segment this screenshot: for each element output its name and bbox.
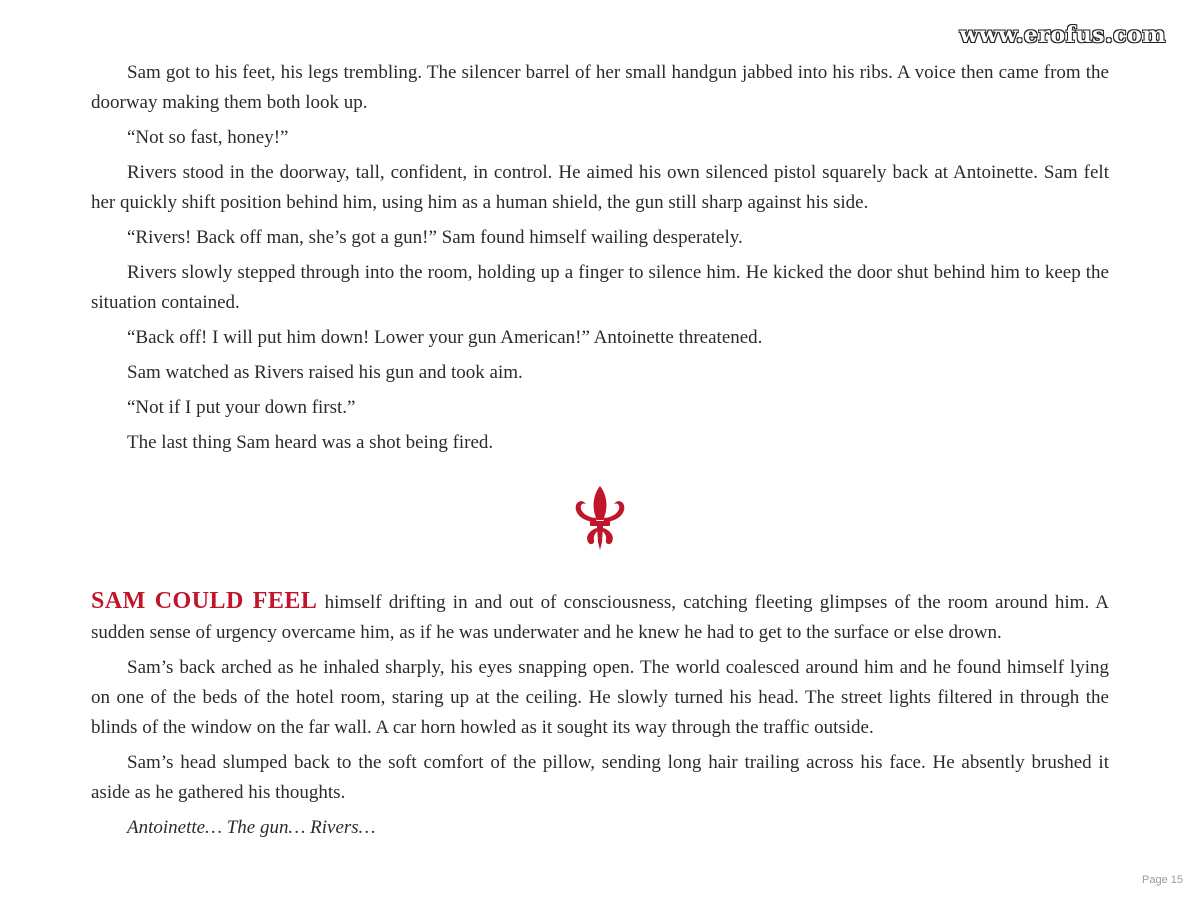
paragraph: The last thing Sam heard was a shot being fired. [127,432,494,453]
paragraph: “Back off! I will put him down! Lower your gun American!” Antoinette threatened. [127,327,763,348]
paragraph: Sam watched as Rivers raised his gun and took aim. [127,362,523,383]
paragraph: “Not so fast, honey!” [127,127,289,148]
paragraph-text: himself drifting in and out of consciousness, catching fleeting glimpses of the room around him. A sudden sense of urgency overcame him, as if he was underwater and he knew he had to get to the surface or else drown. [91,592,1110,643]
paragraph: Sam got to his feet, his legs trembling. The silencer barrel of her small handgun jabbed into his ribs. A voice then came from the doorway making them both look up. [91,62,1109,113]
paragraph-lead [91,586,1109,648]
paragraph: Rivers slowly stepped through into the room, holding up a finger to silence him. He kicked the door shut behind him to keep the situation contained. [91,262,1109,313]
lead-in: SAM COULD FEEL [91,588,318,614]
paragraph-italic: Antoinette… The gun… Rivers… [127,817,376,838]
paragraph: Rivers stood in the doorway, tall, confident, in control. He aimed his own silenced pistol squarely back at Antoinette. Sam felt her quickly shift position behind him, using him as a human shield, the gun still sharp against his side. [91,162,1109,213]
paragraph: “Not if I put your down first.” [127,397,356,418]
story-text-top [91,58,1109,463]
watermark: www.erofus.com [959,22,1166,48]
story-text-bottom [91,586,1109,848]
page-number: Page 15 [1142,874,1183,886]
paragraph: “Rivers! Back off man, she’s got a gun!” Sam found himself wailing desperately. [127,227,743,248]
paragraph: Sam’s back arched as he inhaled sharply, his eyes snapping open. The world coalesced around him and he found himself lying on one of the beds of the hotel room, staring up at the ceiling. He slowly turned his head. The street lights filtered in through the blinds of the window on the far wall. A car horn howled as it sought its way through the traffic outside. [91,657,1109,738]
paragraph: Sam’s head slumped back to the soft comfort of the pillow, sending long hair trailing across his face. He absently brushed it aside as he gathered his thoughts. [91,752,1109,803]
fleur-de-lis-icon [570,484,630,554]
